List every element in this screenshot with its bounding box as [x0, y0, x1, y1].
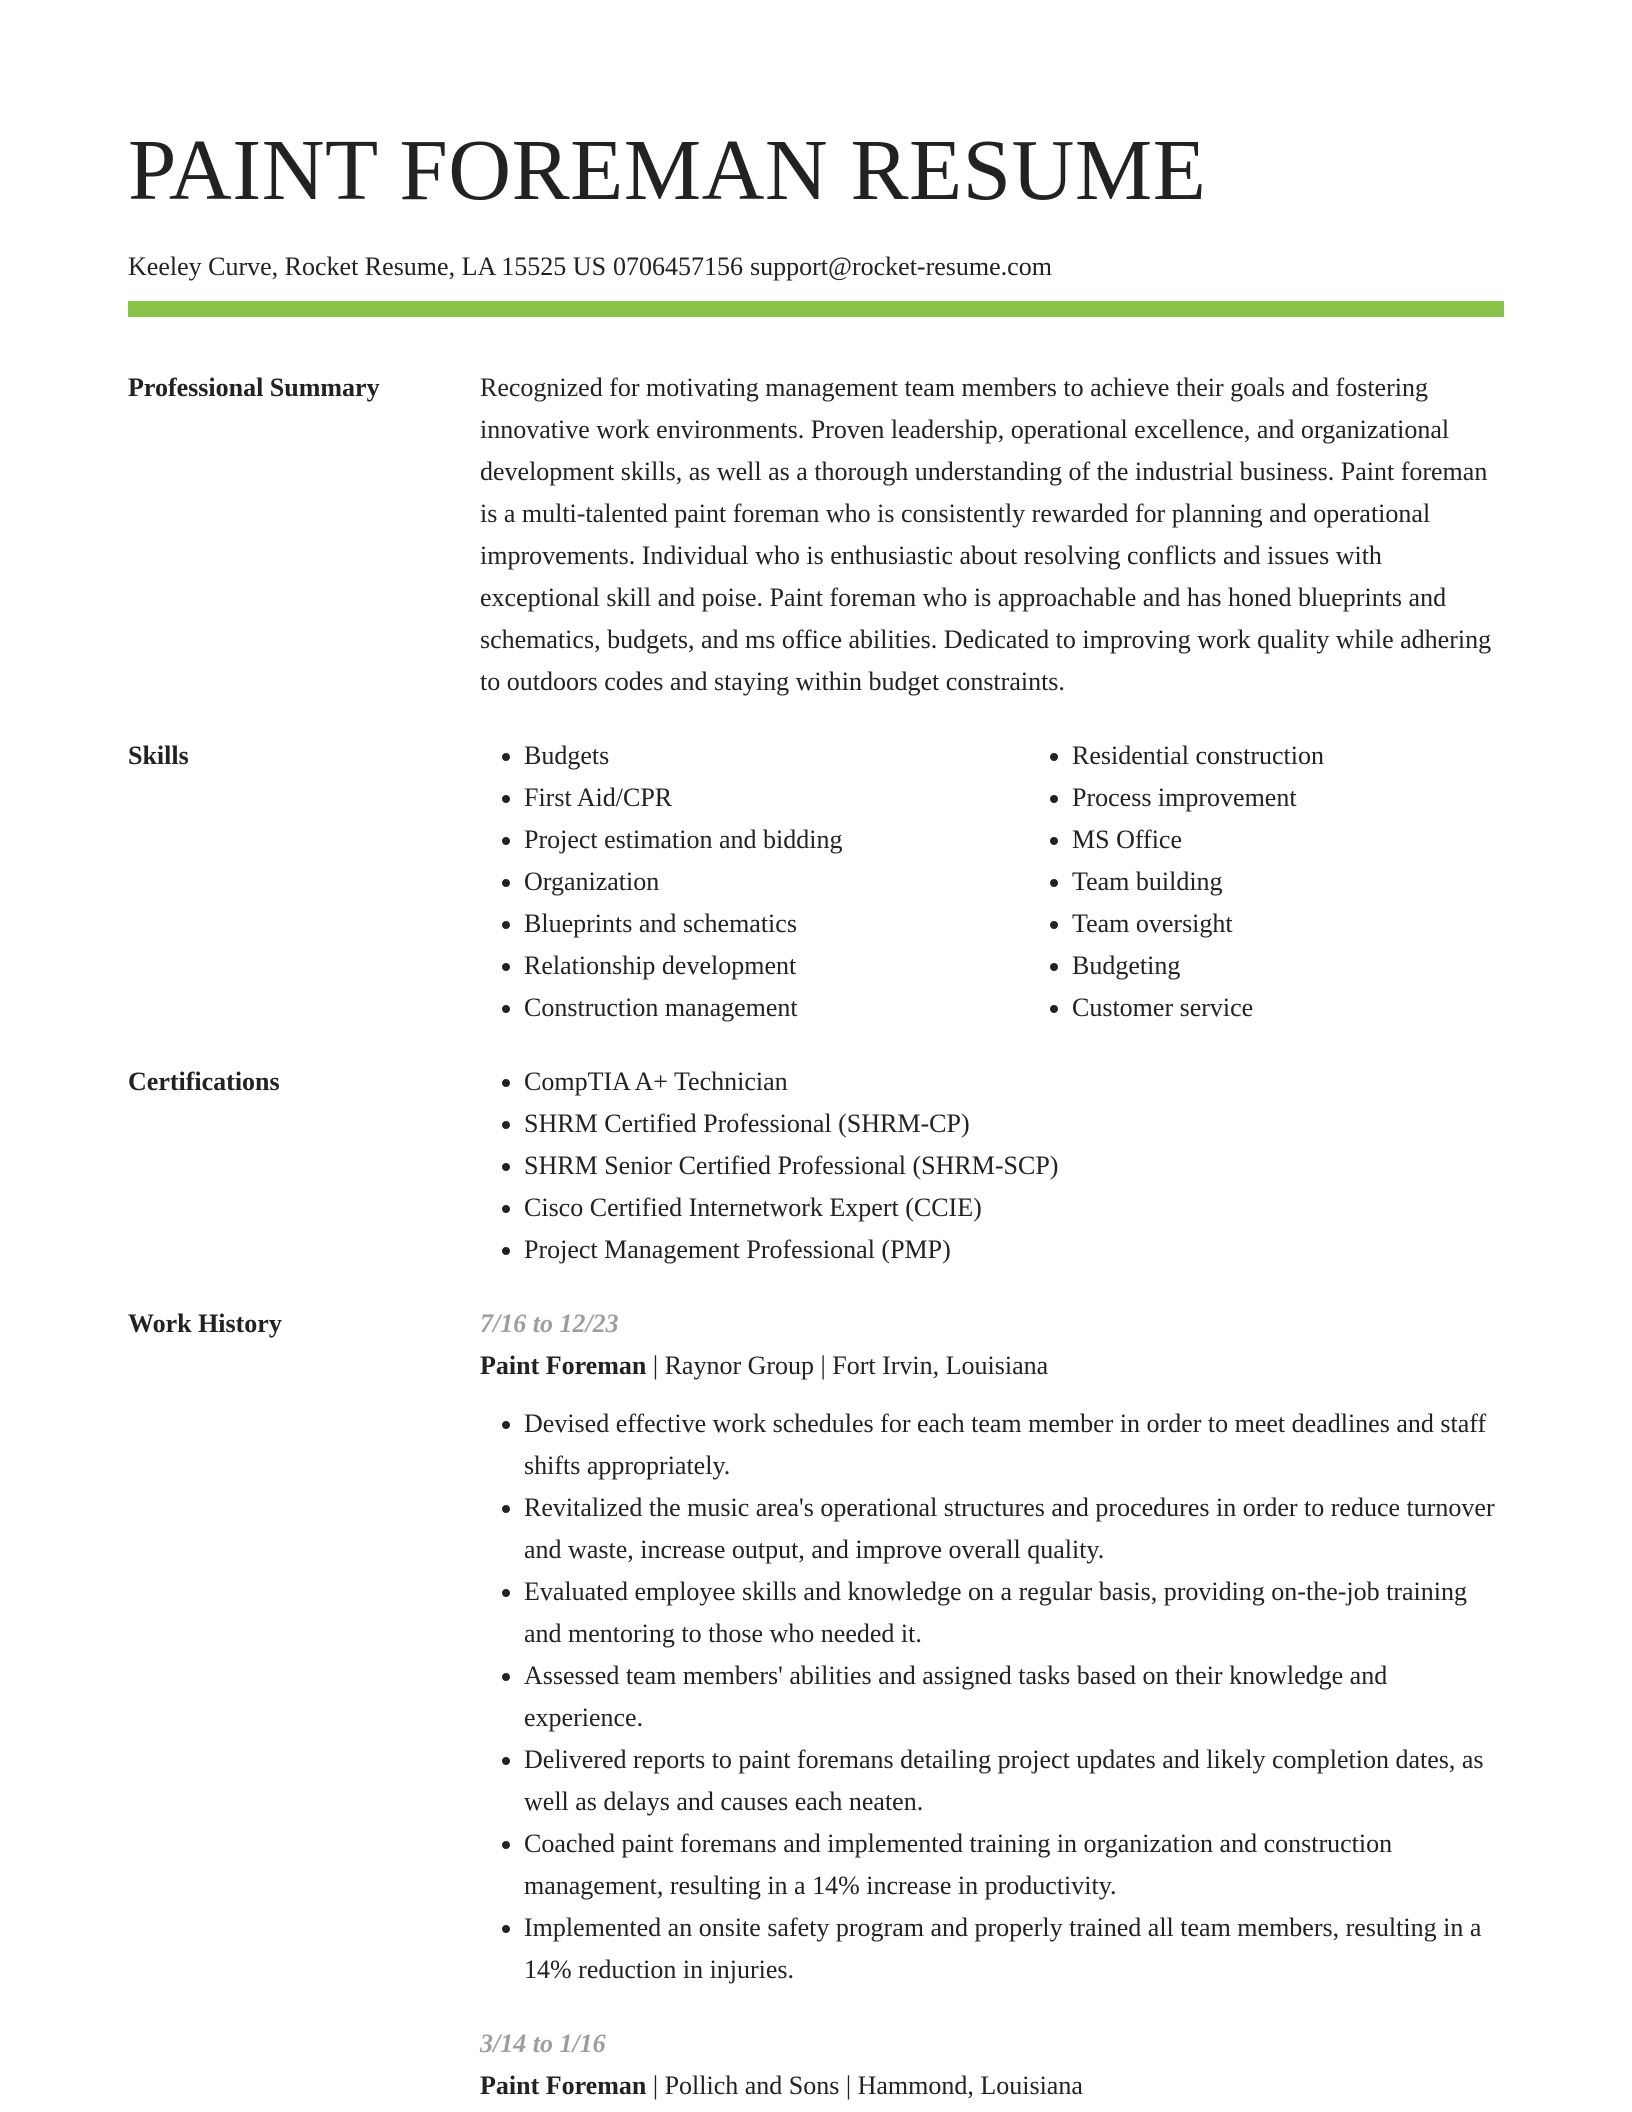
- job-heading: [480, 2065, 1504, 2107]
- contact-line: [128, 250, 1504, 284]
- summary-text: Recognized for motivating management team members to achieve their goals and fostering innovative work environments. Proven leadership, operational excellence, and organizational development skills, as well as a thorough understanding of the industrial business. Paint foreman is a multi-talented paint foreman who is consistently rewarded for planning and operational improvements. Individual who is enthusiastic about resolving conflicts and issues with exceptional skill and poise. Paint foreman who is approachable and has honed blueprints and schematics, budgets, and ms office abilities. Dedicated to improving work quality while adhering to outdoors codes and staying within budget constraints.: [480, 373, 1492, 696]
- job-duty: • Evaluated employee skills and knowledge on a regular basis, providing on-the-job training and mentoring to those who needed it.: [524, 1571, 1504, 1655]
- job-heading: [480, 1345, 1504, 1387]
- contact-email[interactable]: support@rocket-resume.com: [750, 252, 1052, 281]
- skills-list-right: [1028, 735, 1576, 1029]
- certifications-list: [480, 1061, 1504, 1271]
- job-company: Pollich and Sons: [664, 2071, 840, 2100]
- skills-list-left: [480, 735, 1028, 1029]
- job-entry: [480, 2023, 1504, 2107]
- job-duty: • Delivered reports to paint foremans detailing project updates and likely completion dates, as well as delays and causes each neaten.: [524, 1739, 1504, 1823]
- job-separator: |: [845, 2071, 852, 2100]
- job-location: Hammond, Louisiana: [857, 2071, 1083, 2100]
- job-dates: 3/14 to 1/16: [480, 2029, 606, 2058]
- job-location: Fort Irvin, Louisiana: [832, 1351, 1049, 1380]
- job-duty: • Assessed team members' abilities and assigned tasks based on their knowledge and experience.: [524, 1655, 1504, 1739]
- certifications-heading: Certifications: [128, 1067, 280, 1096]
- skills-section: [128, 735, 1504, 1029]
- work-history-heading: Work History: [128, 1309, 282, 1338]
- skill-item: • Budgets: [524, 735, 1028, 777]
- skill-item: • Budgeting: [1072, 945, 1576, 987]
- summary-section: [128, 367, 1504, 703]
- contact-address: Keeley Curve, Rocket Resume, LA 15525 US: [128, 252, 607, 281]
- skill-item: • MS Office: [1072, 819, 1576, 861]
- skill-item: • Organization: [524, 861, 1028, 903]
- certification-item: • SHRM Senior Certified Professional (SHRM-SCP): [524, 1145, 1504, 1187]
- skill-item: • First Aid/CPR: [524, 777, 1028, 819]
- work-history-content: [480, 1303, 1504, 2107]
- certification-item: • Cisco Certified Internetwork Expert (CCIE): [524, 1187, 1504, 1229]
- contact-phone: 0706457156: [613, 252, 744, 281]
- job-title: Paint Foreman: [480, 2071, 647, 2100]
- job-separator: |: [652, 2071, 659, 2100]
- header-divider: [128, 301, 1504, 317]
- job-company: Raynor Group: [664, 1351, 815, 1380]
- job-duty: • Revitalized the music area's operational structures and procedures in order to reduce turnover and waste, increase output, and improve overall quality.: [524, 1487, 1504, 1571]
- certification-item: • CompTIA A+ Technician: [524, 1061, 1504, 1103]
- certification-item: • Project Management Professional (PMP): [524, 1229, 1504, 1271]
- skills-grid: [480, 735, 1576, 1029]
- job-duty: • Coached paint foremans and implemented training in organization and construction management, resulting in a 14% increase in productivity.: [524, 1823, 1504, 1907]
- job-dates: 7/16 to 12/23: [480, 1309, 619, 1338]
- skill-item: • Team building: [1072, 861, 1576, 903]
- work-history-section: [128, 1303, 1504, 2107]
- skill-item: • Team oversight: [1072, 903, 1576, 945]
- skill-item: • Construction management: [524, 987, 1028, 1029]
- job-duties-list: [480, 1403, 1504, 1991]
- certifications-content: [480, 1061, 1504, 1271]
- skill-item: • Customer service: [1072, 987, 1576, 1029]
- certifications-section: [128, 1061, 1504, 1271]
- resume-title: PAINT FOREMAN RESUME: [128, 121, 1207, 218]
- job-entry: [480, 1303, 1504, 1991]
- skill-item: • Blueprints and schematics: [524, 903, 1028, 945]
- job-duty: • Implemented an onsite safety program and properly trained all team members, resulting in a 14% reduction in injuries.: [524, 1907, 1504, 1991]
- skill-item: • Project estimation and bidding: [524, 819, 1028, 861]
- certification-item: • SHRM Certified Professional (SHRM-CP): [524, 1103, 1504, 1145]
- skill-item: • Process improvement: [1072, 777, 1576, 819]
- skill-item: • Relationship development: [524, 945, 1028, 987]
- job-duty: • Devised effective work schedules for each team member in order to meet deadlines and staff shifts appropriately.: [524, 1403, 1504, 1487]
- skill-item: • Residential construction: [1072, 735, 1576, 777]
- job-separator: |: [820, 1351, 826, 1380]
- job-separator: |: [652, 1351, 659, 1380]
- skills-heading: Skills: [128, 741, 189, 770]
- summary-heading: Professional Summary: [128, 373, 380, 402]
- job-title: Paint Foreman: [480, 1351, 647, 1380]
